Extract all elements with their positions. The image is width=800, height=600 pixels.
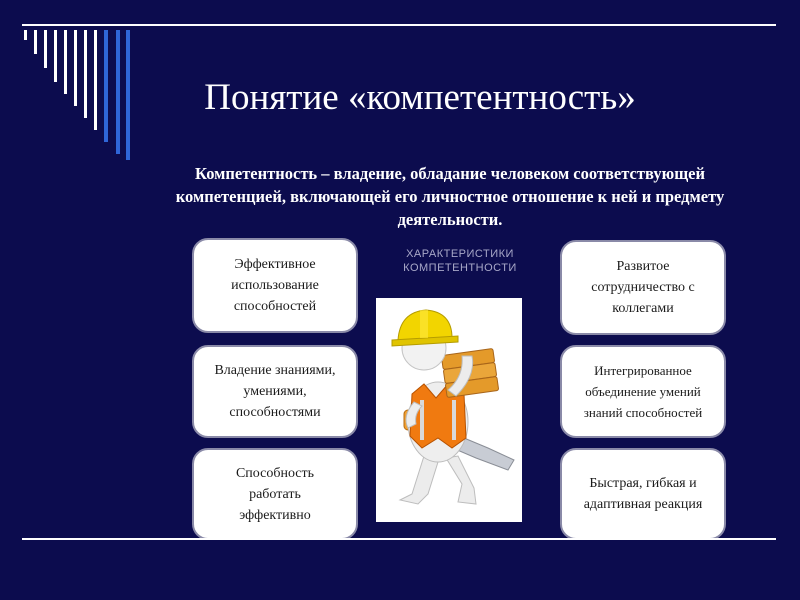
left-card-2: [192, 345, 358, 438]
helmet-icon: [392, 310, 458, 346]
worker-illustration: [376, 298, 522, 522]
top-rule: [22, 24, 776, 26]
right-card-3-text: Быстрая, гибкая и адаптивная реакция: [583, 476, 703, 512]
slide-title: Понятие «компетентность»: [204, 77, 636, 118]
left-card-3: [192, 448, 358, 540]
left-card-1: [192, 238, 358, 333]
characteristics-label: ХАРАКТЕРИСТИКИ КОМПЕТЕНТНОСТИ: [403, 248, 517, 274]
left-card-3-text: Способность работать эффективно: [235, 465, 315, 523]
left-card-1-text: Эффективное использование способностей: [231, 257, 319, 314]
right-card-1-text: Развитое сотрудничество с коллегами: [591, 259, 695, 316]
worker-icon: [376, 298, 522, 522]
left-card-2-text: Владение знаниями, умениями, способностями: [214, 363, 336, 420]
bottom-rule: [22, 538, 776, 540]
definition-text: Компетентность – владение, обладание человеком соответствующей компетенцией, включающей его личностное отношение к ней и предмету деятельности.: [175, 164, 725, 229]
right-card-2-text: Интегрированное объединение умений знаний способностей: [583, 363, 703, 420]
decorative-stripes: [20, 30, 132, 160]
right-card-2: [560, 345, 726, 438]
right-card-3: [560, 448, 726, 540]
right-card-1: [560, 240, 726, 335]
